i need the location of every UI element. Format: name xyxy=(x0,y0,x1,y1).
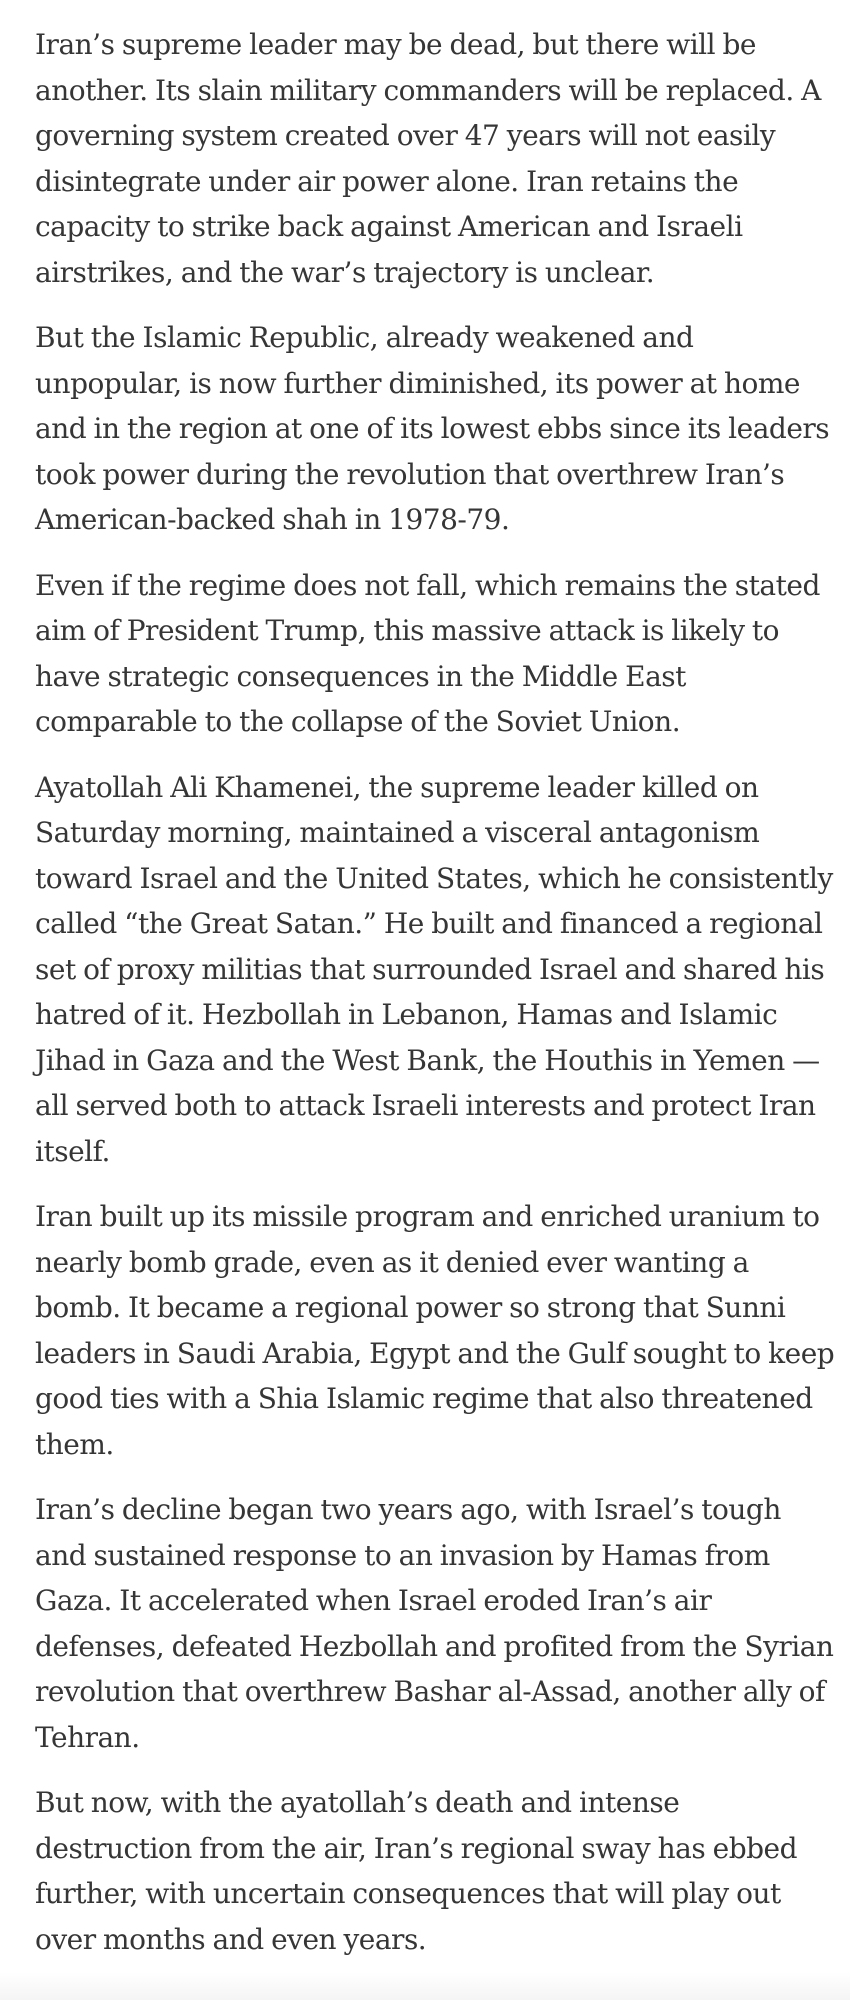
article-paragraph: Ayatollah Ali Khamenei, the supreme leader killed on Saturday morning, maintained a visceral antagonism toward Israel and the United States, which he consistently called “the Great Satan.” He built and financed a regional set of proxy militias that surrounded Israel and shared his hatred of it. Hezbollah in Lebanon, Hamas and Islamic Jihad in Gaza and the West Bank, the Houthis in Yemen — all served both to attack Israeli interests and protect Iran itself. xyxy=(35,770,833,1168)
article-paragraph: Iran’s decline began two years ago, with Israel’s tough and sustained response to an invasion by Hamas from Gaza. It accelerated when Israel eroded Iran’s air defenses, defeated Hezbollah and profited from the Syrian revolution that overthrew Bashar al-Assad, another ally of Tehran. xyxy=(35,1493,834,1754)
article-paragraph: Iran built up its missile program and enriched uranium to nearly bomb grade, even as it denied ever wanting a bomb. It became a regional power so strong that Sunni leaders in Saudi Arabia, Egypt and the Gulf sought to keep good ties with a Shia Islamic regime that also threatened them. xyxy=(35,1200,835,1461)
article-paragraph: But now, with the ayatollah’s death and intense destruction from the air, Iran’s regional sway has ebbed further, with uncertain consequences that will play out over months and even years. xyxy=(35,1786,798,1956)
article-paragraph: Even if the regime does not fall, which remains the stated aim of President Trump, this massive attack is likely to have strategic consequences in the Middle East comparable to the collapse of the Soviet Union. xyxy=(35,568,820,738)
bottom-fade xyxy=(0,1972,850,2000)
article-paragraph: Iran’s supreme leader may be dead, but there will be another. Its slain military commanders will be replaced. A governing system created over 47 years will not easily disintegrate under air power alone. Iran retains the capacity to strike back against American and Israeli airstrikes, and the war’s trajectory is unclear. xyxy=(35,28,821,289)
article-body xyxy=(35,22,835,1982)
article-paragraph: But the Islamic Republic, already weakened and unpopular, is now further diminished, its power at home and in the region at one of its lowest ebbs since its leaders took power during the revolution that overthrew Iran’s American-backed shah in 1978-79. xyxy=(35,321,830,536)
